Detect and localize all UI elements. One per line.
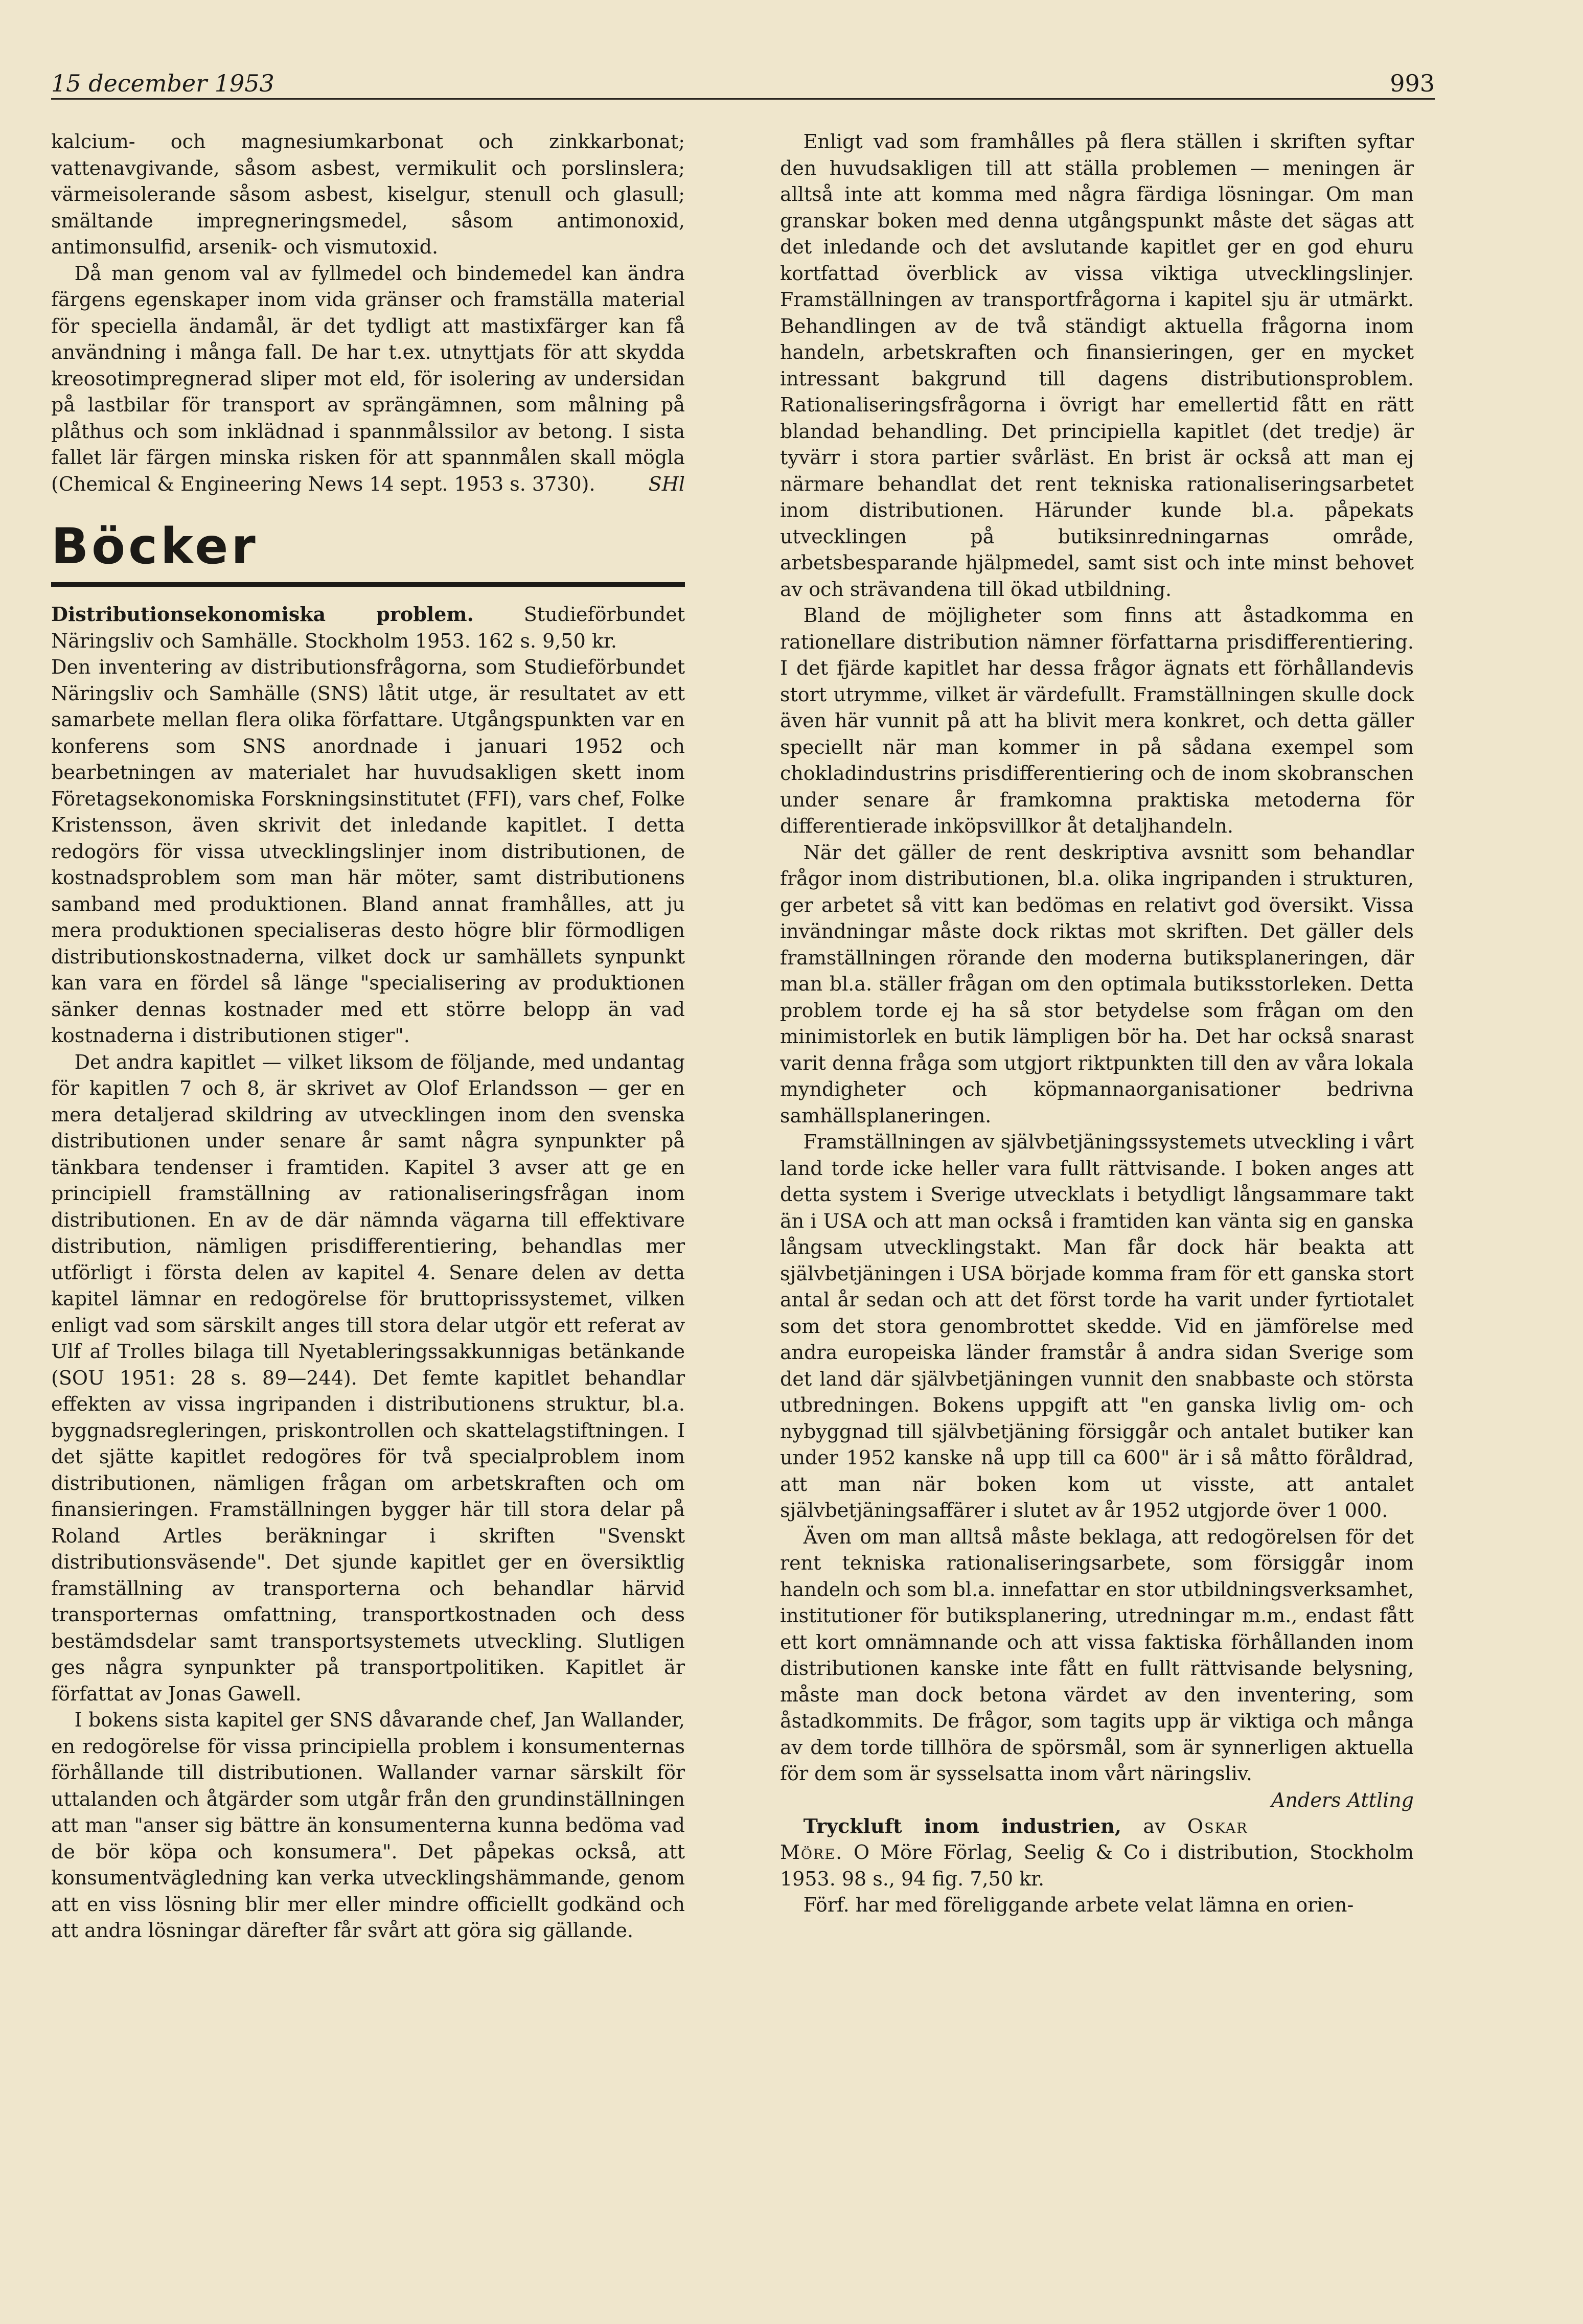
right-paragraph-2: Bland de möjligheter som finns att åstadkomma en rationellare distribution nämner författarna prisdifferentiering. I det fjärde kapitlet har dessa frågor ägnats ett förhållandevis stort utrymme, vilket är värdefullt. Framställningen skulle dock även här vunnit på att ha blivit mera konkret, och detta gäller speciellt när man kommer in på sådana exempel som chokladindustrins prisdifferentiering och de inom skobranschen under senare år framkomna praktiska metoderna för differentierade inköpsvillkor åt detaljhandeln. — [780, 604, 1414, 837]
right-paragraph-1: Enligt vad som framhålles på flera ställen i skriften syftar den huvudsakligen till att ställa problemen — meningen är alltså inte att komma med några färdiga lösningar. Om man granskar boken med denna utgångspunkt måste det sägas att det inledande och det avslutande kapitlet ger en god ehuru kortfattad överblick av vissa viktiga utvecklingslinjer. Framställningen av transportfrågorna i kapitel sju är utmärkt. Behandlingen av de två ständigt aktuella frågorna inom handeln, arbetskraften och finansieringen, ger en mycket intressant bakgrund till dagens distributionsproblem. Rationaliseringsfrågorna i övrigt har emellertid fått en rätt blandad behandling. Det principiella kapitlet (det tredje) är tyvärr i stora partier svårläst. En brist är också att man ej närmare behandlat det rent tekniska rationaliseringsarbetet inom distributionen. Härunder kunde bl.a. påpekats utvecklingen på butiksinredningarnas område, arbetsbesparande hjälpmedel, samt sist och inte minst behovet av och strävandena till ökad utbildning. — [780, 130, 1414, 601]
left-paragraph-4: Det andra kapitlet — vilket liksom de följande, med undantag för kapitlen 7 och 8, är skrivet av Olof Erlandsson — ger en mera detaljerad skildring av utvecklingen inom den svenska distributionen under senare år samt några synpunkter på tänkbara tendenser i framtiden. Kapitel 3 avser att ge en principiell framställning av rationaliseringsfrågan inom distributionen. En av de där nämnda vägarna till effektivare distribution, nämligen prisdifferentiering, behandlas mer utförligt i första delen av kapitel 4. Senare delen av detta kapitel lämnar en redogörelse för bruttoprissystemet, vilken enligt vad som särskilt anges till stora delar utgör ett referat av Ulf af Trolles bilaga till Nyetableringssakkunnigas betänkande (SOU 1951: 28 s. 89—244). Det femte kapitlet behandlar effekten av vissa ingripanden i distributionens struktur, bl.a. byggnadsregleringen, priskontrollen och skattelagstiftningen. I det sjätte kapitlet redogöres för två specialproblem inom distributionen, nämligen frågan om arbetskraften och om finansieringen. Framställningen bygger här till stora delar på Roland Artles beräkningar i skriften "Svenskt distributionsväsende". Det sjunde kapitlet ger en översiktlig framställning av transporterna och behandlar härvid transporternas omfattning, transportkostnaden och dess bestämdsdelar samt transportsystemets utveckling. Slutligen ges några synpunkter på transportpolitiken. Kapitlet är författat av Jonas Gawell. — [51, 1050, 685, 1705]
signature-anders-attling: Anders Attling — [1271, 1788, 1414, 1811]
book-by-2: av — [1143, 1814, 1166, 1837]
right-paragraph-6: Förf. har med föreliggande arbete velat lämna en orien- — [803, 1894, 1354, 1916]
left-paragraph-1: kalcium- och magnesiumkarbonat och zinkkarbonat; vattenavgivande, såsom asbest, vermikulit och porslinslera; värmeisolerande såsom asbest, kiselgur, stenull och glasull; smältande impregneringsmedel, såsom antimonoxid, antimonsulfid, arsenik- och vismutoxid. — [51, 130, 685, 258]
right-paragraph-5 — [780, 1524, 1414, 1811]
page-number: 993 — [1390, 70, 1435, 97]
book-title-2: Tryckluft inom industrien, — [803, 1814, 1122, 1837]
right-paragraph-5-text: Även om man alltså måste beklaga, att redogörelsen för det rent tekniska rationaliseringsarbete, som försiggår inom handeln och som bl.a. innefattar en stor utbildningsverksamhet, institutioner för butiksplanering, utredningar m.m., endast fått ett kort omnämnande och att vissa faktiska förhållanden inom distributionen kanske inte fått en fullt rättvisande belysning, måste man dock betona värdet av den inventering, som åstadkommits. De frågor, som tagits upp är viktiga och många av dem torde tillhöra de spörsmål, som är synnerligen aktuella för dem som är sysselsatta inom vårt näringsliv. — [780, 1525, 1414, 1785]
header-date: 15 december 1953 — [51, 70, 274, 97]
left-paragraph-3: Den inventering av distributionsfrågorna, som Studieförbundet Näringsliv och Samhälle (SNS) låtit utge, är resultatet av ett samarbete mellan flera olika författare. Utgångspunkten var en konferens som SNS anordnade i januari 1952 och bearbetningen av materialet har huvudsakligen skett inom Företagsekonomiska Forskningsinstitutet (FFI), vars chef, Folke Kristensson, även skrivit det inledande kapitlet. I detta redogörs för vissa utvecklingslinjer inom distributionen, de kostnadsproblem som man här möter, samt distributionens samband med produktionen. Bland annat framhålles, att ju mera produktionen specialiseras desto högre blir förmodligen distributionskostnaderna, vilket dock ur samhällets synpunkt kan vara en fördel så länge "specialisering av produktionen sänker dennas kostnader med ett större belopp än vad kostnaderna i distributionen stiger". — [51, 656, 685, 1047]
book-info-2: O Möre Förlag, Seelig & Co i distribution, Stockholm 1953. 98 s., 94 fig. 7,50 kr. — [780, 1841, 1414, 1890]
book-title-1: Distributionsekonomiska problem. — [51, 603, 474, 626]
book-info-1: Studieförbundet Näringsliv och Samhälle. Stockholm 1953. 162 s. 9,50 kr. — [51, 603, 685, 652]
signature-shl: SHl — [648, 472, 685, 495]
left-column — [51, 129, 685, 1944]
right-paragraph-3: När det gäller de rent deskriptiva avsnitt som behandlar frågor inom distributionen, bl.a. olika ingripanden i strukturen, ger arbetet så vitt kan bedömas en relativt god översikt. Vissa invändningar måste dock riktas mot skriften. Det gäller dels framställningen rörande den moderna butiksplaneringen, där man bl.a. ställer frågan om den optimala butiksstorleken. Detta problem torde ej ha så stor betydelse som frågan om den minimistorlek en butik lämpligen bör ha. Det har också snarast varit denna fråga som utgjort riktpunkten till den av våra lokala myndigheter och köpmannaorganisationer bedrivna samhällsplaneringen. — [780, 841, 1414, 1127]
header-rule — [51, 98, 1435, 100]
book-author-2: Oskar Möre. — [780, 1814, 1248, 1863]
left-paragraph-5: I bokens sista kapitel ger SNS dåvarande chef, Jan Wallander, en redogörelse för vissa principiella problem i konsumenternas förhållande till distributionen. Wallander varnar särskilt för uttalanden och åtgärder som utgår från den grundinställningen att man "anser sig bättre än konsumenterna kunna bedöma vad de bör köpa och konsumera". Det påpekas också, att konsumentvägledning kan verka utvecklingshämmande, genom att en viss lösning blir mer eller mindre officiellt godkänd och att andra lösningar därefter får svårt att göra sig gällande. — [51, 1709, 685, 1942]
book-entry-2 — [780, 1813, 1414, 1893]
left-paragraph-2 — [51, 261, 685, 498]
book-entry-1 — [51, 601, 685, 654]
page-header — [51, 46, 1435, 97]
section-title: Böcker — [51, 518, 259, 575]
left-paragraph-2-text: Då man genom val av fyllmedel och bindemedel kan ändra färgens egenskaper inom vida gränser och framställa material för speciella ändamål, är det tydligt att mastixfärger kan få användning i många fall. De har t.ex. utnyttjats för att skydda kreosotimpregnerad sliper mot eld, för isolering av undersidan på lastbilar för transport av sprängämnen, som målning på plåthus och som inklädnad i spannmålssilor av betong. I sista fallet lär färgen minska risken för att spannmålen skall mögla (Chemical & Engineering News 14 sept. 1953 s. 3730). — [51, 262, 685, 495]
right-paragraph-4: Framställningen av självbetjäningssystemets utveckling i vårt land torde icke heller vara fullt rättvisande. I boken anges att detta system i Sverige utvecklats i betydligt långsammare takt än i USA och att man också i framtiden kan vänta sig en ganska långsam utvecklingstakt. Man får dock här beakta att självbetjäningen i USA började komma fram för ett ganska stort antal år sedan och att det först torde ha varit under fyrtiotalet som det stora genombrottet skedde. Vid en jämförelse med andra europeiska länder framstår å andra sidan Sverige som det land där självbetjäningen vunnit den snabbaste och största utbredningen. Bokens uppgift att "en ganska livlig om- och nybyggnad till självbetjäning försiggår och antalet butiker kan under 1952 kanske nå upp till ca 600" är i så måtto föråldrad, att man när boken kom ut visste, att antalet självbetjäningsaffärer i slutet av år 1952 utgjorde över 1 000. — [780, 1131, 1414, 1522]
right-column — [780, 129, 1414, 1919]
section-title-rule — [51, 582, 685, 587]
